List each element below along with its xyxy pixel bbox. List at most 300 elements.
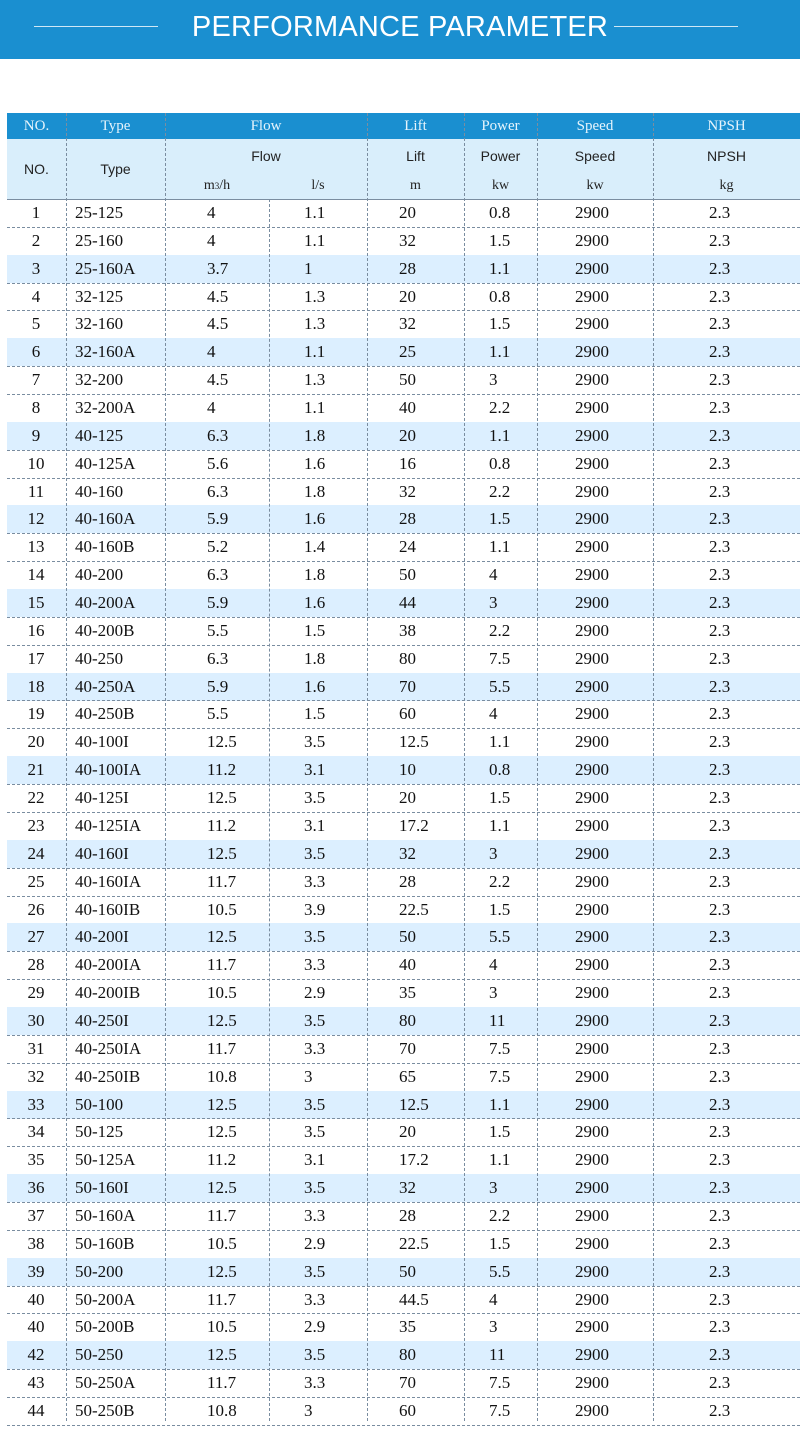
column-divider [367,113,368,1421]
table-row [7,310,800,338]
table-row [7,673,800,701]
cell-flow-ls: 1.6 [304,593,326,613]
cell-speed: 2900 [575,1178,609,1198]
cell-npsh: 2.3 [709,732,731,752]
cell-no: 17 [27,648,45,668]
cell-flow-ls: 3.5 [304,1178,326,1198]
cell-flow-ls: 3.3 [304,1205,326,1225]
cell-flow-m3h: 12.5 [207,1345,237,1365]
cell-flow-ls: 1.6 [304,509,326,529]
header-speed: Speed [537,139,653,173]
cell-lift: 80 [399,648,416,668]
cell-flow-m3h: 12.5 [207,927,237,947]
cell-flow-ls: 3.5 [304,732,326,752]
cell-speed: 2900 [575,1373,609,1393]
cell-lift: 65 [399,1066,416,1086]
cell-speed: 2900 [575,760,609,780]
cell-npsh: 2.3 [709,230,731,250]
cell-no: 27 [27,927,45,947]
cell-power: 7.5 [489,1066,511,1086]
cell-power: 1.5 [489,509,511,529]
top-label-npsh: NPSH [653,113,800,139]
header-lift-unit: m [367,173,464,199]
table-row [7,283,800,311]
cell-flow-ls: 3.5 [304,1094,326,1114]
cell-npsh: 2.3 [709,593,731,613]
cell-power: 0.8 [489,203,511,222]
cell-type: 40-250IA [75,1038,142,1058]
cell-power: 0.8 [489,453,511,473]
table-row [7,1369,800,1397]
table-row [7,1091,800,1119]
cell-lift: 50 [399,927,416,947]
cell-flow-m3h: 5.5 [207,620,229,640]
cell-speed: 2900 [575,1094,609,1114]
cell-power: 1.5 [489,230,511,250]
cell-type: 40-200IA [75,955,142,975]
cell-power: 4 [489,955,498,975]
cell-flow-ls: 3.5 [304,1122,326,1142]
cell-no: 31 [27,1038,45,1058]
cell-flow-m3h: 4.5 [207,314,229,334]
table-row [7,1118,800,1146]
cell-flow-m3h: 4 [207,230,216,250]
cell-npsh: 2.3 [709,871,731,891]
cell-speed: 2900 [575,648,609,668]
cell-flow-ls: 3 [304,1400,313,1420]
cell-flow-ls: 3.5 [304,788,326,808]
cell-power: 7.5 [489,648,511,668]
cell-npsh: 2.3 [709,1010,731,1030]
cell-flow-m3h: 10.5 [207,1317,237,1337]
cell-no: 14 [27,565,45,585]
table-row [7,1258,800,1286]
cell-no: 16 [27,620,45,640]
cell-lift: 40 [399,955,416,975]
cell-flow-m3h: 4.5 [207,370,229,390]
top-label-power: Power [464,113,537,139]
cell-flow-m3h: 4 [207,342,216,362]
header-lift: Lift [367,139,464,173]
cell-speed: 2900 [575,955,609,975]
table-row [7,1063,800,1091]
cell-flow-m3h: 12.5 [207,788,237,808]
top-label-no: NO. [7,113,66,139]
cell-speed: 2900 [575,620,609,640]
cell-type: 50-200A [75,1289,136,1309]
cell-power: 2.2 [489,620,511,640]
cell-lift: 50 [399,370,416,390]
cell-type: 50-160I [75,1178,129,1198]
cell-speed: 2900 [575,1205,609,1225]
cell-flow-ls: 3.5 [304,843,326,863]
cell-type: 40-200A [75,593,136,613]
cell-no: 19 [27,704,45,724]
cell-npsh: 2.3 [709,704,731,724]
cell-flow-ls: 1.6 [304,453,326,473]
cell-npsh: 2.3 [709,815,731,835]
cell-speed: 2900 [575,1261,609,1281]
cell-no: 10 [27,453,45,473]
table-row [7,700,800,728]
cell-flow-m3h: 5.2 [207,537,229,557]
header-flow: Flow [165,139,367,173]
cell-no: 23 [27,815,45,835]
cell-lift: 20 [399,788,416,808]
cell-power: 7.5 [489,1038,511,1058]
cell-type: 40-160I [75,843,129,863]
cell-npsh: 2.3 [709,1038,731,1058]
cell-type: 50-200B [75,1317,135,1337]
cell-speed: 2900 [575,1289,609,1309]
top-label-type: Type [66,113,165,139]
cell-lift: 22.5 [399,899,429,919]
cell-no: 37 [27,1205,45,1225]
cell-type: 40-125A [75,453,136,473]
cell-no: 1 [31,203,41,222]
cell-no: 35 [27,1150,45,1170]
cell-power: 11 [489,1010,506,1030]
cell-flow-ls: 1.1 [304,342,326,362]
table-row [7,923,800,951]
cell-flow-ls: 3.5 [304,1261,326,1281]
cell-npsh: 2.3 [709,788,731,808]
cell-npsh: 2.3 [709,203,731,222]
cell-type: 40-160B [75,537,135,557]
cell-npsh: 2.3 [709,453,731,473]
cell-lift: 60 [399,704,416,724]
cell-power: 3 [489,983,498,1003]
cell-type: 50-250B [75,1400,135,1420]
cell-npsh: 2.3 [709,927,731,947]
cell-power: 11 [489,1345,506,1365]
table-row [7,1313,800,1341]
cell-flow-m3h: 4 [207,398,216,418]
cell-no: 44 [27,1400,45,1420]
cell-flow-ls: 1.3 [304,314,326,334]
cell-lift: 32 [399,843,416,863]
table-row [7,255,800,283]
cell-lift: 12.5 [399,732,429,752]
cell-type: 50-200 [75,1261,124,1281]
cell-speed: 2900 [575,843,609,863]
cell-lift: 60 [399,1400,416,1420]
cell-flow-m3h: 11.2 [207,1150,237,1170]
cell-no: 12 [27,509,45,529]
row-divider [7,1425,800,1426]
cell-npsh: 2.3 [709,1066,731,1086]
cell-npsh: 2.3 [709,1094,731,1114]
cell-npsh: 2.3 [709,1178,731,1198]
cell-npsh: 2.3 [709,1261,731,1281]
cell-lift: 80 [399,1345,416,1365]
cell-no: 42 [27,1345,45,1365]
header-no: NO. [7,139,66,199]
cell-no: 5 [31,314,41,334]
cell-power: 4 [489,704,498,724]
cell-speed: 2900 [575,342,609,362]
cell-flow-ls: 3.5 [304,1345,326,1365]
cell-flow-m3h: 6.3 [207,481,229,501]
cell-type: 40-250IB [75,1066,141,1086]
cell-type: 50-160A [75,1205,136,1225]
column-divider [653,113,654,1421]
cell-speed: 2900 [575,1038,609,1058]
table-row [7,533,800,561]
cell-power: 1.1 [489,425,511,445]
cell-power: 5.5 [489,927,511,947]
cell-npsh: 2.3 [709,760,731,780]
table-row [7,450,800,478]
cell-lift: 25 [399,342,416,362]
cell-npsh: 2.3 [709,314,731,334]
cell-power: 1.1 [489,1150,511,1170]
cell-npsh: 2.3 [709,1289,731,1309]
cell-flow-m3h: 10.8 [207,1066,237,1086]
cell-flow-m3h: 6.3 [207,648,229,668]
table-row [7,1035,800,1063]
cell-lift: 20 [399,203,416,222]
cell-lift: 28 [399,1205,416,1225]
cell-speed: 2900 [575,1233,609,1253]
cell-type: 40-160IA [75,871,142,891]
cell-type: 40-125IA [75,815,142,835]
top-label-lift: Lift [367,113,464,139]
cell-flow-ls: 1.1 [304,203,326,222]
table-row [7,422,800,450]
cell-no: 11 [27,481,45,501]
cell-npsh: 2.3 [709,1317,731,1337]
cell-flow-m3h: 11.7 [207,1205,237,1225]
cell-lift: 38 [399,620,416,640]
cell-speed: 2900 [575,593,609,613]
cell-type: 25-160 [75,230,124,250]
cell-type: 40-200 [75,565,124,585]
cell-lift: 24 [399,537,416,557]
cell-power: 2.2 [489,1205,511,1225]
title-banner [0,0,800,59]
cell-flow-m3h: 3.7 [207,258,229,278]
cell-flow-m3h: 12.5 [207,1178,237,1198]
cell-type: 32-160 [75,314,124,334]
cell-lift: 32 [399,1178,416,1198]
cell-no: 20 [27,732,45,752]
table-row [7,366,800,394]
header-power-unit: kw [464,173,537,199]
cell-speed: 2900 [575,481,609,501]
cell-flow-m3h: 4.5 [207,286,229,306]
cell-flow-m3h: 6.3 [207,425,229,445]
cell-power: 3 [489,593,498,613]
cell-flow-ls: 2.9 [304,983,326,1003]
cell-npsh: 2.3 [709,481,731,501]
cell-power: 2.2 [489,871,511,891]
cell-type: 40-200I [75,927,129,947]
cell-power: 1.5 [489,1233,511,1253]
table-row [7,868,800,896]
cell-flow-ls: 1.8 [304,425,326,445]
cell-flow-ls: 1.6 [304,676,326,696]
cell-npsh: 2.3 [709,425,731,445]
cell-speed: 2900 [575,425,609,445]
cell-no: 40 [27,1317,45,1337]
cell-flow-m3h: 5.9 [207,593,229,613]
cell-lift: 22.5 [399,1233,429,1253]
cell-flow-m3h: 10.5 [207,983,237,1003]
cell-npsh: 2.3 [709,1400,731,1420]
cell-npsh: 2.3 [709,370,731,390]
cell-flow-ls: 3 [304,1066,313,1086]
cell-speed: 2900 [575,1400,609,1420]
cell-power: 5.5 [489,1261,511,1281]
cell-npsh: 2.3 [709,1233,731,1253]
cell-npsh: 2.3 [709,537,731,557]
cell-no: 3 [31,258,41,278]
cell-speed: 2900 [575,203,609,222]
cell-npsh: 2.3 [709,398,731,418]
cell-no: 8 [31,398,41,418]
cell-speed: 2900 [575,983,609,1003]
cell-type: 40-160IB [75,899,141,919]
column-divider [537,113,538,1421]
cell-lift: 20 [399,425,416,445]
cell-flow-ls: 3.1 [304,760,326,780]
header-npsh-unit: kg [653,173,800,199]
cell-lift: 70 [399,676,416,696]
cell-npsh: 2.3 [709,955,731,975]
table-row [7,812,800,840]
header-speed-unit: kw [537,173,653,199]
cell-no: 39 [27,1261,45,1281]
cell-speed: 2900 [575,286,609,306]
cell-speed: 2900 [575,453,609,473]
table-row [7,1202,800,1230]
cell-speed: 2900 [575,537,609,557]
cell-flow-m3h: 11.7 [207,1289,237,1309]
cell-lift: 10 [399,760,416,780]
cell-flow-ls: 2.9 [304,1233,326,1253]
cell-power: 2.2 [489,481,511,501]
cell-flow-ls: 1.1 [304,398,326,418]
cell-lift: 12.5 [399,1094,429,1114]
table-row [7,645,800,673]
cell-npsh: 2.3 [709,899,731,919]
cell-type: 40-100I [75,732,129,752]
cell-flow-m3h: 12.5 [207,1010,237,1030]
cell-type: 40-200B [75,620,135,640]
table-row [7,951,800,979]
cell-type: 32-160A [75,342,136,362]
cell-speed: 2900 [575,788,609,808]
cell-type: 40-250 [75,648,124,668]
cell-type: 40-200IB [75,983,141,1003]
cell-type: 40-160 [75,481,124,501]
cell-no: 21 [27,760,45,780]
cell-lift: 17.2 [399,1150,429,1170]
column-divider [269,199,270,1421]
cell-flow-m3h: 6.3 [207,565,229,585]
cell-flow-ls: 3.5 [304,1010,326,1030]
header-npsh: NPSH [653,139,800,173]
cell-power: 1.1 [489,732,511,752]
cell-speed: 2900 [575,1345,609,1365]
cell-type: 40-100IA [75,760,142,780]
cell-npsh: 2.3 [709,258,731,278]
cell-npsh: 2.3 [709,843,731,863]
cell-power: 1.5 [489,314,511,334]
cell-no: 15 [27,593,45,613]
cell-no: 28 [27,955,45,975]
cell-speed: 2900 [575,676,609,696]
cell-flow-ls: 1.1 [304,230,326,250]
cell-speed: 2900 [575,1317,609,1337]
cell-type: 25-160A [75,258,136,278]
cell-no: 4 [31,286,41,306]
cell-flow-ls: 3.1 [304,1150,326,1170]
cell-lift: 40 [399,398,416,418]
cell-type: 32-200A [75,398,136,418]
cell-power: 2.2 [489,398,511,418]
table-row [7,1230,800,1258]
cell-no: 6 [31,342,41,362]
cell-flow-m3h: 11.7 [207,955,237,975]
cell-flow-ls: 3.9 [304,899,326,919]
cell-flow-m3h: 5.5 [207,704,229,724]
cell-speed: 2900 [575,370,609,390]
cell-speed: 2900 [575,398,609,418]
banner-divider-right [614,26,738,27]
cell-no: 43 [27,1373,45,1393]
cell-no: 32 [27,1066,45,1086]
cell-flow-m3h: 10.8 [207,1400,237,1420]
cell-power: 1.1 [489,258,511,278]
cell-npsh: 2.3 [709,620,731,640]
cell-power: 1.5 [489,788,511,808]
cell-speed: 2900 [575,704,609,724]
cell-lift: 32 [399,230,416,250]
column-divider [165,113,166,1421]
cell-flow-m3h: 4 [207,203,216,222]
page-title: PERFORMANCE PARAMETER [191,11,609,43]
cell-flow-m3h: 10.5 [207,1233,237,1253]
cell-power: 3 [489,1317,498,1337]
cell-no: 33 [27,1094,45,1114]
cell-flow-m3h: 12.5 [207,843,237,863]
table-row [7,478,800,506]
cell-power: 0.8 [489,286,511,306]
cell-flow-ls: 1.4 [304,537,326,557]
cell-lift: 35 [399,1317,416,1337]
cell-no: 24 [27,843,45,863]
table-row [7,1007,800,1035]
cell-type: 25-125 [75,203,124,222]
cell-lift: 28 [399,871,416,891]
table-row [7,338,800,366]
cell-lift: 20 [399,286,416,306]
cell-npsh: 2.3 [709,1205,731,1225]
cell-lift: 32 [399,314,416,334]
table-row [7,199,800,227]
cell-power: 3 [489,1178,498,1198]
cell-no: 40 [27,1289,45,1309]
cell-speed: 2900 [575,871,609,891]
cell-flow-m3h: 11.7 [207,1038,237,1058]
cell-flow-m3h: 11.2 [207,815,237,835]
cell-power: 4 [489,565,498,585]
cell-no: 13 [27,537,45,557]
cell-npsh: 2.3 [709,1122,731,1142]
cell-speed: 2900 [575,565,609,585]
